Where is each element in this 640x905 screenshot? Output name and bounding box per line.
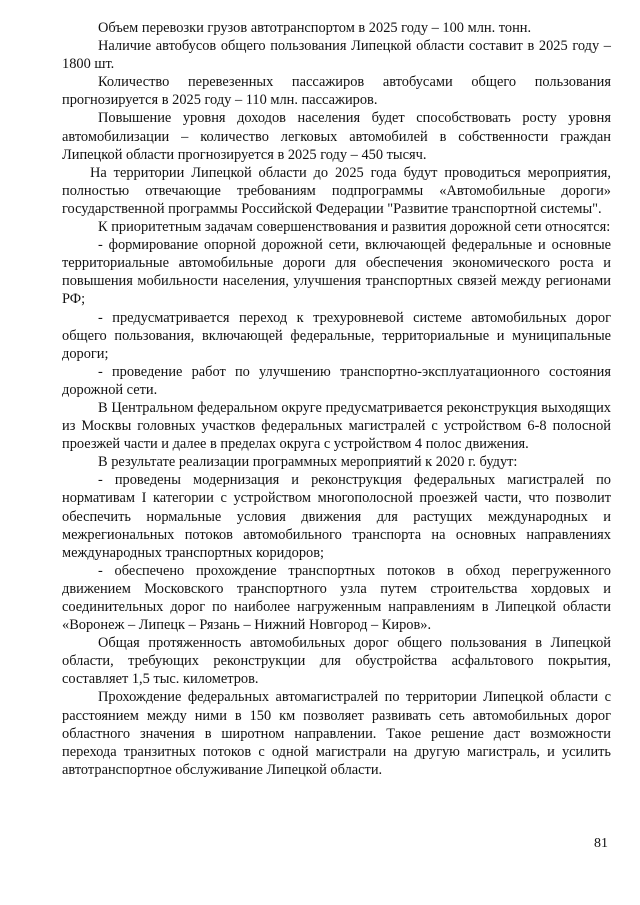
list-item: - проведение работ по улучшению транспортно-эксплуатационного состояния дорожной сети. (62, 363, 611, 398)
document-page (62, 19, 611, 779)
page-number: 81 (594, 836, 608, 851)
paragraph: Наличие автобусов общего пользования Липецкой области составит в 2025 году – 1800 шт. (62, 38, 611, 73)
list-item: - обеспечено прохождение транспортных потоков в обход перегруженного движением Московского транспортного узла путем строительства хордовых и соединительных дорог по наиболее нагруженным направлениям в Липецкой области «Воронеж – Липецк – Рязань – Нижний Новгород – Киров». (62, 562, 611, 634)
paragraph: В Центральном федеральном округе предусматривается реконструкция выходящих из Москвы головных участков федеральных магистралей с устройством 6-8 полосной проезжей части и далее в пределах округа с устройством 4 полос движения. (62, 399, 611, 453)
paragraph: В результате реализации программных мероприятий к 2020 г. будут: (98, 454, 518, 471)
list-item: - проведены модернизация и реконструкция федеральных магистралей по нормативам I категории с устройством многополосной проезжей части, что позволит обеспечить нормальные условия движения для растущих международных и межрегиональных потоков автомобильного транспорта на основных направлениях международных транспортных коридоров; (62, 472, 611, 561)
list-item: - предусматривается переход к трехуровневой системе автомобильных дорог общего пользования, включающей федеральные, территориальные и муниципальные дороги; (62, 309, 611, 362)
paragraph: Объем перевозки грузов автотранспортом в 2025 году – 100 млн. тонн. (98, 20, 532, 36)
paragraph: Общая протяженность автомобильных дорог общего пользования в Липецкой области, требующих реконструкции для обустройства асфальтового покрытия, составляет 1,5 тыс. километров. (62, 635, 611, 688)
paragraph: Количество перевезенных пассажиров автобусами общего пользования прогнозируется в 2025 году – 110 млн. пассажиров. (62, 74, 611, 109)
paragraph: Повышение уровня доходов населения будет способствовать росту уровня автомобилизации – количество легковых автомобилей в собственности граждан Липецкой области прогнозируется в 2025 году – 450 тысяч. (62, 110, 611, 163)
paragraph: На территории Липецкой области до 2025 года будут проводиться мероприятия, полностью отвечающие требованиям подпрограммы «Автомобильные дороги» государственной программы Российской Федерации "Развитие транспортной системы". (62, 164, 611, 217)
list-item: - формирование опорной дорожной сети, включающей федеральные и основные территориальные автомобильные дороги для обеспечения экономического роста и повышения мобильности населения, улучшения транспортных связей между регионами РФ; (62, 237, 611, 308)
paragraph: К приоритетным задачам совершенствования и развития дорожной сети относятся: (98, 219, 611, 236)
paragraph: Прохождение федеральных автомагистралей по территории Липецкой области с расстоянием между ними в 150 км позволяет развивать сеть автомобильных дорог областного значения в широтном направлении. Такое решение даст возможности перехода транзитных потоков с одной магистрали на другую магистраль, и усилить автотранспортное обслуживание Липецкой области. (62, 689, 611, 778)
